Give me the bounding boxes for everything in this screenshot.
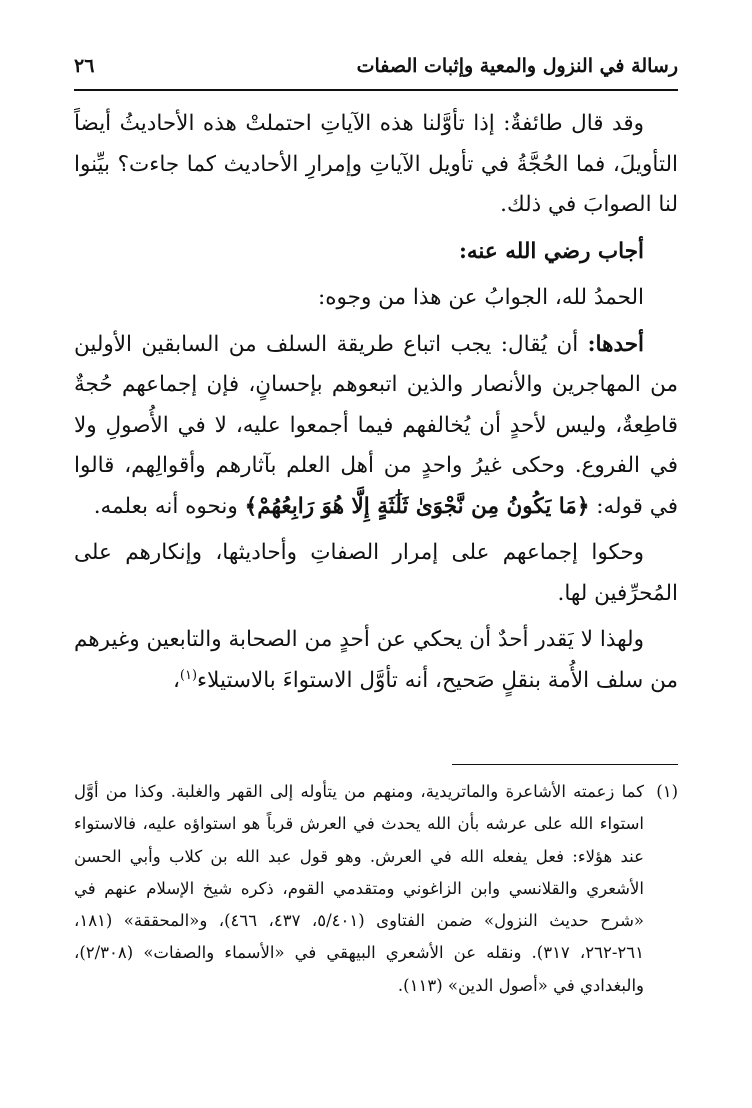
paragraph-question: وقد قال طائفةٌ: إذا تأوَّلنا هذه الآياتِ احتملتْ هذه الأحاديثُ أيضاً التأويلَ، فما الحُجَّةُ في تأويل الآياتِ وإمرارِ الأحاديث كما جاءت؟ بيِّنوا لنا الصوابَ في ذلك. — [74, 111, 678, 217]
paragraph-praise: الحمدُ لله، الجوابُ عن هذا من وجوه: — [318, 285, 644, 310]
page-number: ٢٦ — [74, 55, 95, 77]
paragraph-answer-heading: أجاب رضي الله عنه: — [458, 238, 644, 264]
paragraph-consensus: وحكوا إجماعهم على إمرار الصفاتِ وأحاديثها، وإنكارهم على المُحرِّفين لها. — [74, 540, 678, 606]
istiwa-end: ، — [172, 667, 180, 693]
header-rule — [74, 89, 678, 91]
footnote-paragraph — [74, 776, 678, 1002]
first-aspect-text-b: ونحوه أنه بعلمه. — [93, 493, 245, 519]
first-aspect-lead: أحدها: — [587, 331, 644, 357]
paragraph-istiwa — [74, 620, 678, 701]
paragraph-first-aspect — [74, 325, 678, 528]
footnote-separator — [452, 764, 678, 765]
first-aspect-text-a: أن يُقال: يجب اتباع طريقة السلف من السابقين الأولين من المهاجرين والأنصار والذين اتبعوهم بإحسانٍ، فإن إجماعهم حُجةٌ قاطِعةٌ، وليس لأحدٍ أن يُخالفهم فيما أجمعوا عليه، لا في الأُصولِ ولا في الفروع. وحكى غيرُ واحدٍ من أهل العلم بآثارهم وأقوالِهم، قالوا في قوله: — [74, 331, 678, 519]
footnote-text: كما زعمته الأشاعرة والماتريدية، ومنهم من يتأوله إلى القهر والغلبة. وكذا من أوَّل استواء الله على عرشه بأن الله يحدث في العرش قرباً هو استواؤه عليه، فالاستواء عند هؤلاء: فعل يفعله الله في العرش. وهو قول عبد الله بن كلاب وأبي الحسن الأشعري والقلانسي وابن الزاغوني ومتقدمي القوم، ذكره شيخ الإسلام عنهم في «شرح حديث النزول» ضمن الفتاوى (٥/٤٠١، ٤٣٧، ٤٦٦)، و«المحققة» (١٨١، ٢٦١-٢٦٢، ٣١٧). ونقله عن الأشعري البيهقي في «الأسماء والصفات» (٢/٣٠٨)، والبغدادي في «أصول الدين» (١١٣). — [74, 782, 644, 995]
quran-verse: ﴿مَا يَكُونُ مِن نَّجْوَىٰ ثَلَٰثَةٍ إِلَّا هُوَ رَابِعُهُمْ﴾ — [244, 493, 590, 519]
istiwa-text: ولهذا لا يَقدر أحدٌ أن يحكي عن أحدٍ من الصحابة والتابعين وغيرهم من سلف الأُمة بنقلٍ صَحيح، أنه تأوَّل الاستواءَ بالاستيلاء — [74, 627, 678, 693]
page-header — [74, 48, 678, 84]
footnote-reference[interactable]: (١) — [179, 667, 198, 683]
main-text — [74, 104, 678, 701]
running-title: رسالة في النزول والمعية وإثبات الصفات — [356, 55, 678, 77]
footnote — [74, 776, 678, 1002]
footnote-number: (١) — [656, 782, 678, 801]
